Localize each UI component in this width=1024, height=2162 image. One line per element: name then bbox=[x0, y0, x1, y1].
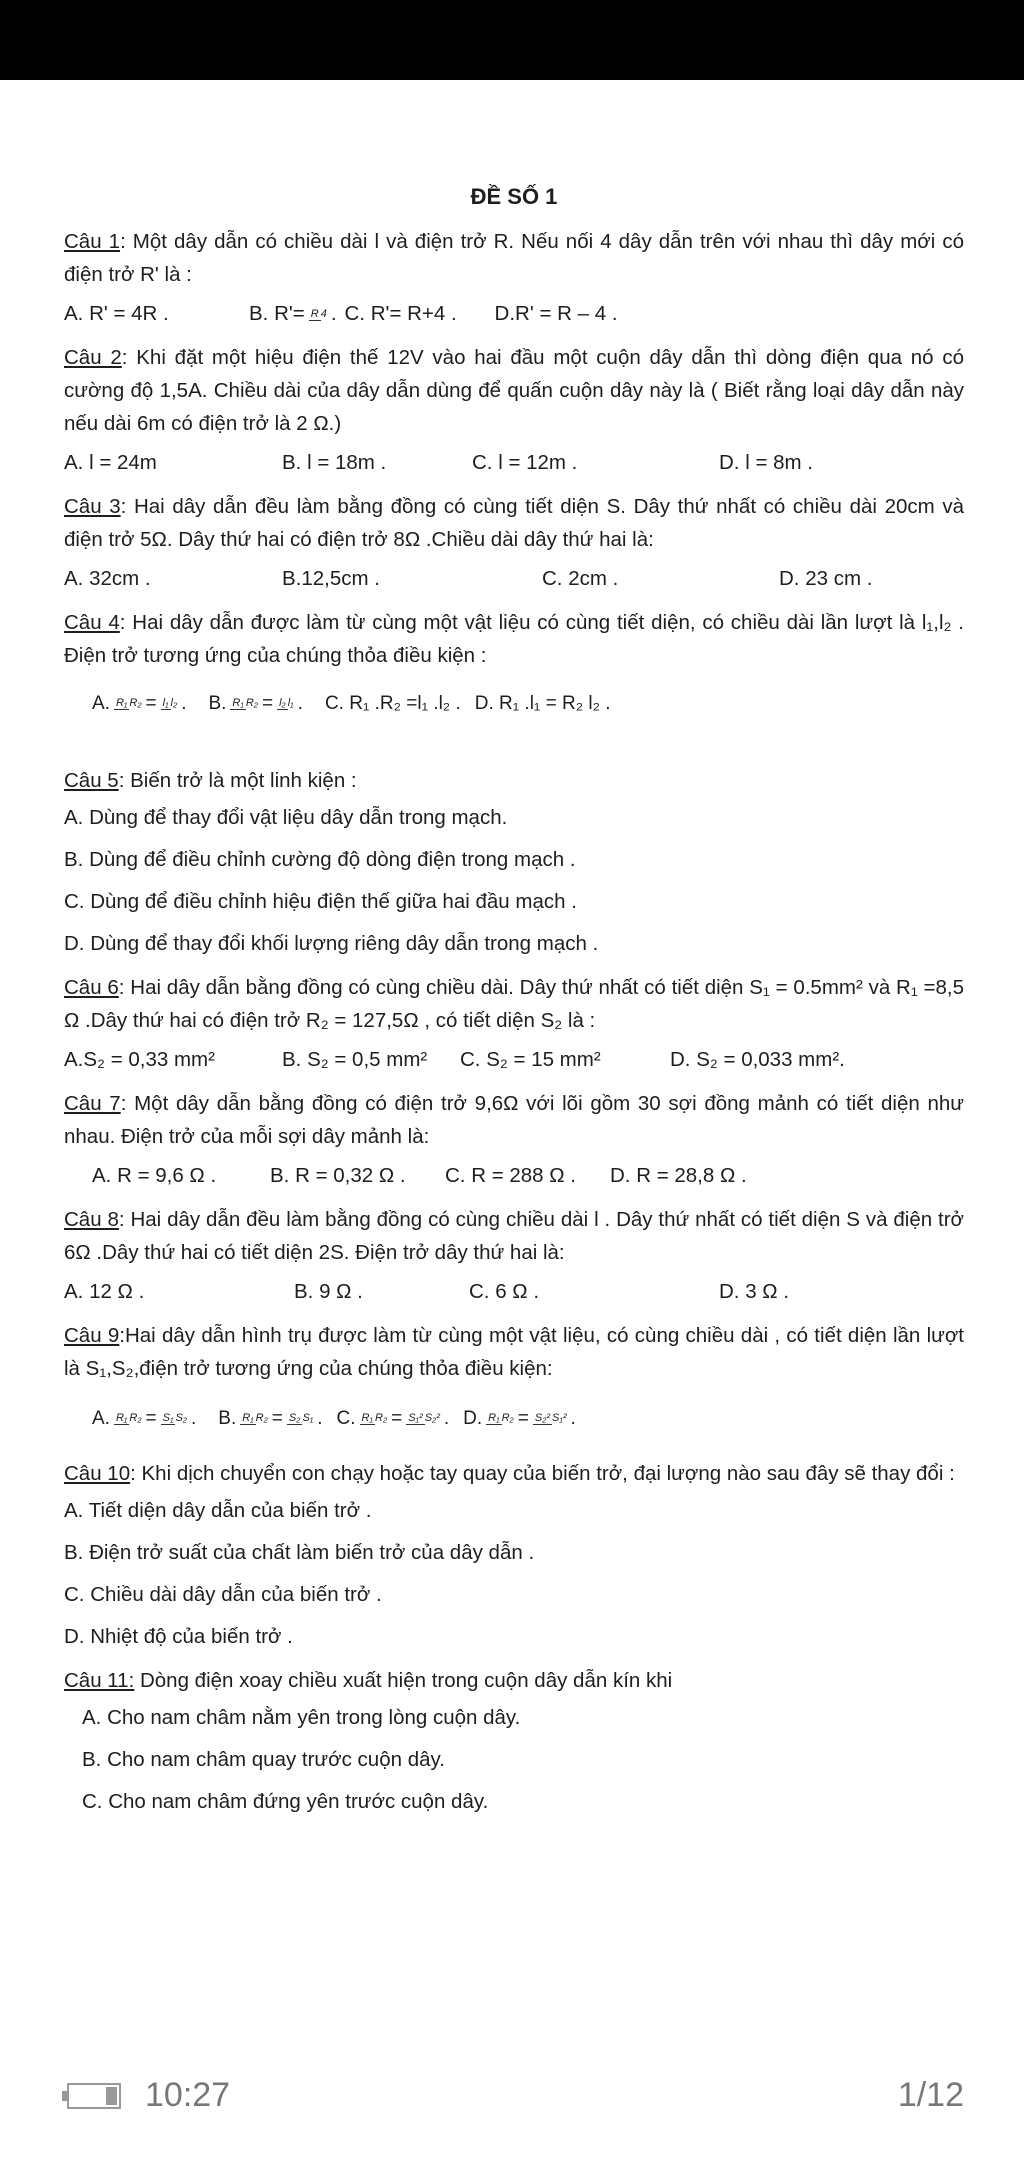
question-9 bbox=[64, 1319, 964, 1385]
option-c: C. l = 12m . bbox=[472, 450, 578, 474]
option-b: B. S₂ = 0,5 mm² bbox=[282, 1047, 428, 1071]
option-a: A. R' = 4R . bbox=[64, 301, 169, 325]
option-d: D. R = 28,8 Ω . bbox=[610, 1163, 747, 1187]
question-text: Dòng điện xoay chiều xuất hiện trong cuộn dây dẫn kín khi bbox=[134, 1669, 673, 1692]
question-text: : Hai dây dẫn đều làm bằng đồng có cùng tiết diện S. Dây thứ nhất có chiều dài 20cm và điện trở 5Ω. Dây thứ hai có điện trở 8Ω .Chiều dài dây thứ hai là: bbox=[64, 495, 964, 551]
question-text: : Hai dây dẫn đều làm bằng đồng có cùng chiều dài l . Dây thứ nhất có tiết diện S và điện trở 6Ω .Dây thứ hai có tiết diện 2S. Điện trở dây thứ hai là: bbox=[64, 1208, 964, 1264]
page-indicator: 1/12 bbox=[897, 2076, 964, 2114]
option-a: A.S₂ = 0,33 mm² bbox=[64, 1047, 215, 1071]
option-b: B. Điện trở suất của chất làm biến trở của dây dẫn . bbox=[64, 1541, 535, 1564]
answer-row bbox=[64, 1269, 964, 1313]
option-c: C. S₂ = 15 mm² bbox=[460, 1047, 601, 1071]
question-label: Câu 11: bbox=[64, 1669, 135, 1692]
option-c: C. R₁ .R₂ =l₁ .l₂ . bbox=[324, 692, 461, 714]
document-page bbox=[64, 180, 964, 1823]
question-text: : Khi đặt một hiệu điện thế 12V vào hai đầu một cuộn dây dẫn thì dòng điện qua nó có cường độ 1,5A. Chiều dài của dây dẫn dùng để quấn cuộn dây này là ( Biết rằng loại dây dẫn này nếu dài 6m có điện trở là 2 Ω.) bbox=[64, 346, 964, 435]
top-status-bar bbox=[0, 0, 1024, 80]
question-label: Câu 5 bbox=[64, 769, 119, 792]
question-label: Câu 1 bbox=[64, 230, 121, 253]
document-title: ĐỀ SỐ 1 bbox=[470, 184, 558, 209]
question-1 bbox=[64, 225, 964, 291]
option-d: D. R₁ R₂ = S₂² S₁² . bbox=[463, 1407, 576, 1429]
question-text: :Hai dây dẫn hình trụ được làm từ cùng một vật liệu, có cùng chiều dài , có tiết diện lần lượt là S₁,S₂,điện trở tương ứng của chúng thỏa điều kiện: bbox=[64, 1324, 964, 1380]
question-4 bbox=[64, 606, 964, 672]
option-b: B. R = 0,32 Ω . bbox=[270, 1163, 406, 1187]
question-label: Câu 7 bbox=[64, 1092, 121, 1115]
option-b: B. Cho nam châm quay trước cuộn dây. bbox=[82, 1748, 445, 1771]
question-label: Câu 2 bbox=[64, 346, 122, 369]
option-b: B. R'= R 4 . bbox=[249, 301, 337, 325]
question-3 bbox=[64, 490, 964, 556]
question-11 bbox=[64, 1664, 964, 1697]
option-a: A. Dùng để thay đổi vật liệu dây dẫn trong mạch. bbox=[64, 806, 508, 829]
answer-row bbox=[64, 1385, 964, 1451]
option-c: C. Dùng để điều chỉnh hiệu điện thế giữa hai đầu mạch . bbox=[64, 890, 577, 913]
option-d: D. 3 Ω . bbox=[719, 1279, 790, 1303]
option-b: B. R₁ R₂ = S₂ S₁ . bbox=[218, 1407, 323, 1429]
option-c: C. R₁ R₂ = S₁² S₂² . bbox=[336, 1407, 450, 1429]
option-a: A. R₁ R₂ = l₁ l₂ . bbox=[92, 692, 187, 714]
option-a: A. Tiết diện dây dẫn của biến trở . bbox=[64, 1499, 372, 1522]
option-b: B. Dùng để điều chỉnh cường độ dòng điện trong mạch . bbox=[64, 848, 576, 871]
option-c: C. Cho nam châm đứng yên trước cuộn dây. bbox=[82, 1790, 489, 1813]
option-b: B.12,5cm . bbox=[282, 566, 380, 590]
battery-icon bbox=[62, 2083, 122, 2109]
answer-row bbox=[64, 1037, 964, 1081]
question-label: Câu 4 bbox=[64, 611, 120, 634]
option-d: D. 23 cm . bbox=[779, 566, 873, 590]
question-text: : Một dây dẫn có chiều dài l và điện trở R. Nếu nối 4 dây dẫn trên với nhau thì dây mới có điện trở R' là : bbox=[64, 230, 964, 286]
answer-row bbox=[64, 1153, 964, 1197]
question-text: : Khi dịch chuyển con chạy hoặc tay quay của biến trở, đại lượng nào sau đây sẽ thay đổi : bbox=[130, 1462, 955, 1485]
option-b: B. l = 18m . bbox=[282, 450, 387, 474]
question-label: Câu 3 bbox=[64, 495, 121, 518]
option-d: D. R₁ .l₁ = R₂ l₂ . bbox=[474, 692, 611, 714]
option-a: A. 12 Ω . bbox=[64, 1279, 145, 1303]
question-label: Câu 6 bbox=[64, 976, 119, 999]
option-c: C. Chiều dài dây dẫn của biến trở . bbox=[64, 1583, 382, 1606]
question-10 bbox=[64, 1457, 964, 1490]
option-d: D. l = 8m . bbox=[719, 450, 813, 474]
option-d: D. S₂ = 0,033 mm². bbox=[670, 1047, 845, 1071]
question-6 bbox=[64, 971, 964, 1037]
fraction: R 4 bbox=[310, 307, 327, 320]
option-d: D. Dùng để thay đổi khối lượng riêng dây dẫn trong mạch . bbox=[64, 932, 599, 955]
option-b: B. R₁ R₂ = l₂ l₁ . bbox=[208, 692, 303, 714]
option-c: C. 6 Ω . bbox=[469, 1279, 540, 1303]
question-text: : Biến trở là một linh kiện : bbox=[118, 769, 357, 792]
option-d: D.R' = R – 4 . bbox=[494, 301, 618, 325]
question-label: Câu 10 bbox=[64, 1462, 131, 1485]
question-text: : Một dây dẫn bằng đồng có điện trở 9,6Ω với lõi gồm 30 sợi đồng mảnh có tiết diện như nhau. Điện trở của mỗi sợi dây mảnh là: bbox=[64, 1092, 964, 1148]
answer-row bbox=[64, 291, 964, 335]
option-a: A. R = 9,6 Ω . bbox=[92, 1163, 217, 1187]
answer-row bbox=[64, 440, 964, 484]
option-a: A. Cho nam châm nằm yên trong lòng cuộn dây. bbox=[82, 1706, 521, 1729]
option-a: A. l = 24m bbox=[64, 450, 157, 474]
question-7 bbox=[64, 1087, 964, 1153]
question-label: Câu 8 bbox=[64, 1208, 119, 1231]
question-2 bbox=[64, 341, 964, 440]
question-text: : Hai dây dẫn được làm từ cùng một vật liệu có cùng tiết diện, có chiều dài lần lượt là l₁,l₂ . Điện trở tương ứng của chúng thỏa điều kiện : bbox=[64, 611, 964, 667]
question-5 bbox=[64, 764, 964, 797]
option-c: C. R'= R+4 . bbox=[344, 301, 457, 325]
option-a: A. R₁ R₂ = S₁ S₂ . bbox=[92, 1407, 197, 1429]
answer-row bbox=[64, 672, 964, 734]
question-text: : Hai dây dẫn bằng đồng có cùng chiều dài. Dây thứ nhất có tiết diện S₁ = 0.5mm² và R₁ =8,5 Ω .Dây thứ hai có điện trở R₂ = 127,5Ω , có tiết diện S₂ là : bbox=[64, 976, 964, 1032]
option-b: B. 9 Ω . bbox=[294, 1279, 363, 1303]
option-c: C. 2cm . bbox=[542, 566, 619, 590]
clock-time: 10:27 bbox=[145, 2076, 231, 2114]
option-a: A. 32cm . bbox=[64, 566, 151, 590]
question-label: Câu 9 bbox=[64, 1324, 120, 1347]
question-8 bbox=[64, 1203, 964, 1269]
option-c: C. R = 288 Ω . bbox=[445, 1163, 576, 1187]
option-d: D. Nhiệt độ của biến trở . bbox=[64, 1625, 293, 1648]
answer-row bbox=[64, 556, 964, 600]
